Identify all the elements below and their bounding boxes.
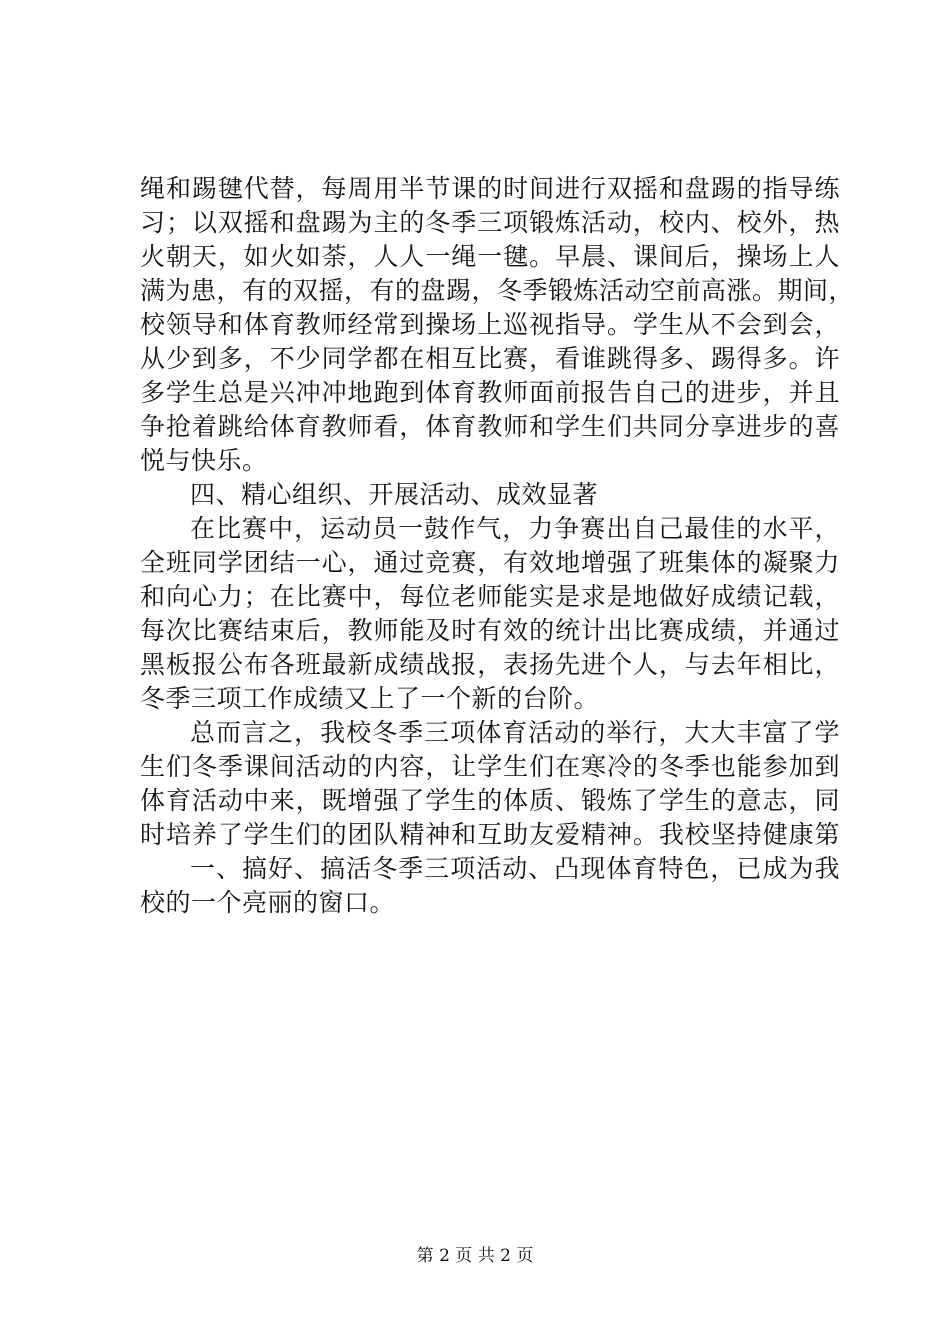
text-line: 争抢着跳给体育教师看，体育教师和学生们共同分享进步的喜	[140, 412, 840, 441]
text-line: 总而言之，我校冬季三项体育活动的举行，大大丰富了学	[190, 718, 840, 747]
text-line: 和向心力；在比赛中，每位老师能实是求是地做好成绩记载，	[140, 582, 840, 611]
text-line: 黑板报公布各班最新成绩战报，表扬先进个人，与去年相比，	[140, 650, 840, 679]
text-line: 从少到多，不少同学都在相互比赛，看谁跳得多、踢得多。许	[140, 344, 840, 373]
text-line: 生们冬季课间活动的内容，让学生们在寒冷的冬季也能参加到	[140, 752, 840, 781]
text-line: 体育活动中来，既增强了学生的体质、锻炼了学生的意志，同	[140, 786, 840, 815]
text-line: 在比赛中，运动员一鼓作气，力争赛出自己最佳的水平，	[190, 514, 840, 543]
text-line: 悦与快乐。	[140, 446, 268, 475]
text-line: 习；以双摇和盘踢为主的冬季三项锻炼活动，校内、校外，热	[140, 208, 840, 237]
text-line: 校领导和体育教师经常到操场上巡视指导。学生从不会到会，	[140, 310, 840, 339]
text-line: 满为患，有的双摇，有的盘踢，冬季锻炼活动空前高涨。期间，	[140, 276, 855, 305]
text-line: 时培养了学生们的团队精神和互助友爱精神。我校坚持健康第	[140, 820, 840, 849]
text-line: 每次比赛结束后，教师能及时有效的统计出比赛成绩，并通过	[140, 616, 840, 645]
document-body	[140, 172, 855, 920]
text-line: 绳和踢毽代替，每周用半节课的时间进行双摇和盘踢的指导练	[140, 174, 840, 203]
page-footer: 第 2 页 共 2 页	[416, 1246, 534, 1266]
text-line: 多学生总是兴冲冲地跑到体育教师面前报告自己的进步，并且	[140, 378, 840, 407]
text-line: 冬季三项工作成绩又上了一个新的台阶。	[140, 684, 600, 713]
text-line: 火朝天，如火如荼，人人一绳一毽。早晨、课间后，操场上人	[140, 242, 840, 271]
text-line: 校的一个亮丽的窗口。	[140, 888, 396, 917]
text-line: 一、搞好、搞活冬季三项活动、凸现体育特色，已成为我	[190, 854, 840, 883]
text-line: 四、精心组织、开展活动、成效显著	[190, 480, 599, 509]
text-line: 全班同学团结一心，通过竞赛，有效地增强了班集体的凝聚力	[140, 548, 840, 577]
